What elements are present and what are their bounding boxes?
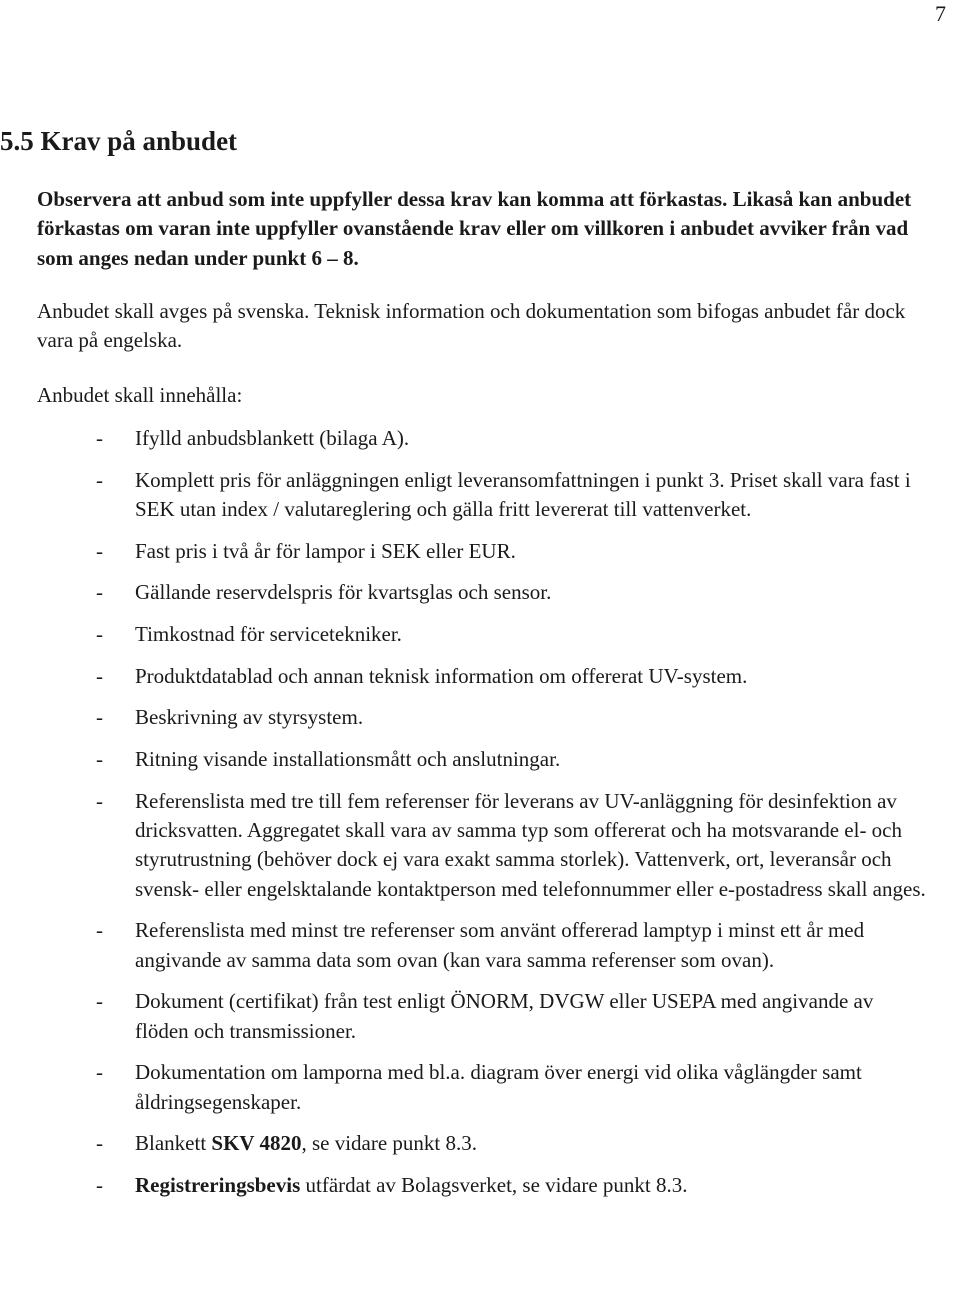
requirement-item (96, 987, 926, 1046)
page-number: 7 (935, 1, 946, 26)
section-heading: 5.5 Krav på anbudet (0, 126, 238, 156)
requirement-item (96, 745, 926, 774)
registration-certificate: Registreringsbevis (135, 1173, 301, 1198)
requirement-text: Referenslista med tre till fem referenser för leverans av UV-anläggning för desinfektion av dricksvatten. Aggregatet skall vara av samma typ som offererat och ha motsvarande el- och styrutrustning (behöver dock ej vara exakt samma storlek). Vattenverk, ort, leveransår och svensk- eller engelsktalande kontaktperson med telefonnummer eller e-postadress skall anges. (135, 788, 926, 901)
requirement-item (96, 703, 926, 732)
requirement-item (96, 787, 926, 904)
requirement-item (96, 662, 926, 691)
requirement-item-skv-form (96, 1129, 926, 1158)
requirement-text: Produktdatablad och annan teknisk information om offererat UV-system. (135, 663, 748, 688)
requirement-text: Referenslista med minst tre referenser som använt offererad lamptyp i minst ett år med angivande av samma data som ovan (kan vara samma referenser som ovan). (135, 918, 865, 972)
form-number: SKV 4820 (211, 1131, 302, 1156)
requirement-item (96, 537, 926, 566)
requirement-item (96, 424, 926, 453)
rejection-notice: Observera att anbud som inte uppfyller dessa krav kan komma att förkastas. Likaså kan anbudet förkastas om varan inte uppfyller ovanstående krav eller om villkoren i anbudet avviker från vad som anges nedan under punkt 6 – 8. (37, 187, 912, 270)
requirements-list (96, 424, 926, 1213)
requirement-text: Komplett pris för anläggningen enligt leveransomfattningen i punkt 3. Priset skall vara fast i SEK utan index / valutareglering och gälla fritt levererat till vattenverket. (135, 467, 911, 521)
language-paragraph: Anbudet skall avges på svenska. Teknisk information och dokumentation som bifogas anbudet får dock vara på engelska. (37, 299, 906, 353)
requirement-text: Beskrivning av styrsystem. (135, 705, 364, 730)
requirement-text: Ritning visande installationsmått och anslutningar. (135, 747, 561, 772)
requirement-item (96, 578, 926, 607)
requirement-item-registration (96, 1171, 926, 1200)
contains-label: Anbudet skall innehålla: (37, 383, 243, 407)
requirement-prefix: Blankett (135, 1131, 212, 1156)
requirement-item (96, 466, 926, 525)
requirement-suffix: , se vidare punkt 8.3. (301, 1131, 478, 1156)
requirement-text: Dokumentation om lamporna med bl.a. diagram över energi vid olika våglängder samt åldringsegenskaper. (135, 1060, 862, 1114)
requirement-suffix: utfärdat av Bolagsverket, se vidare punkt 8.3. (300, 1173, 688, 1198)
requirement-text: Timkostnad för servicetekniker. (135, 622, 402, 647)
requirement-item (96, 1058, 926, 1117)
requirement-text: Dokument (certifikat) från test enligt ÖNORM, DVGW eller USEPA med angivande av flöden och transmissioner. (135, 989, 874, 1043)
requirement-text: Ifylld anbudsblankett (bilaga A). (135, 426, 410, 450)
requirement-text: Fast pris i två år för lampor i SEK eller EUR. (135, 538, 516, 563)
requirement-item (96, 620, 926, 649)
requirement-item (96, 916, 926, 975)
requirement-text: Gällande reservdelspris för kvartsglas och sensor. (135, 580, 552, 605)
